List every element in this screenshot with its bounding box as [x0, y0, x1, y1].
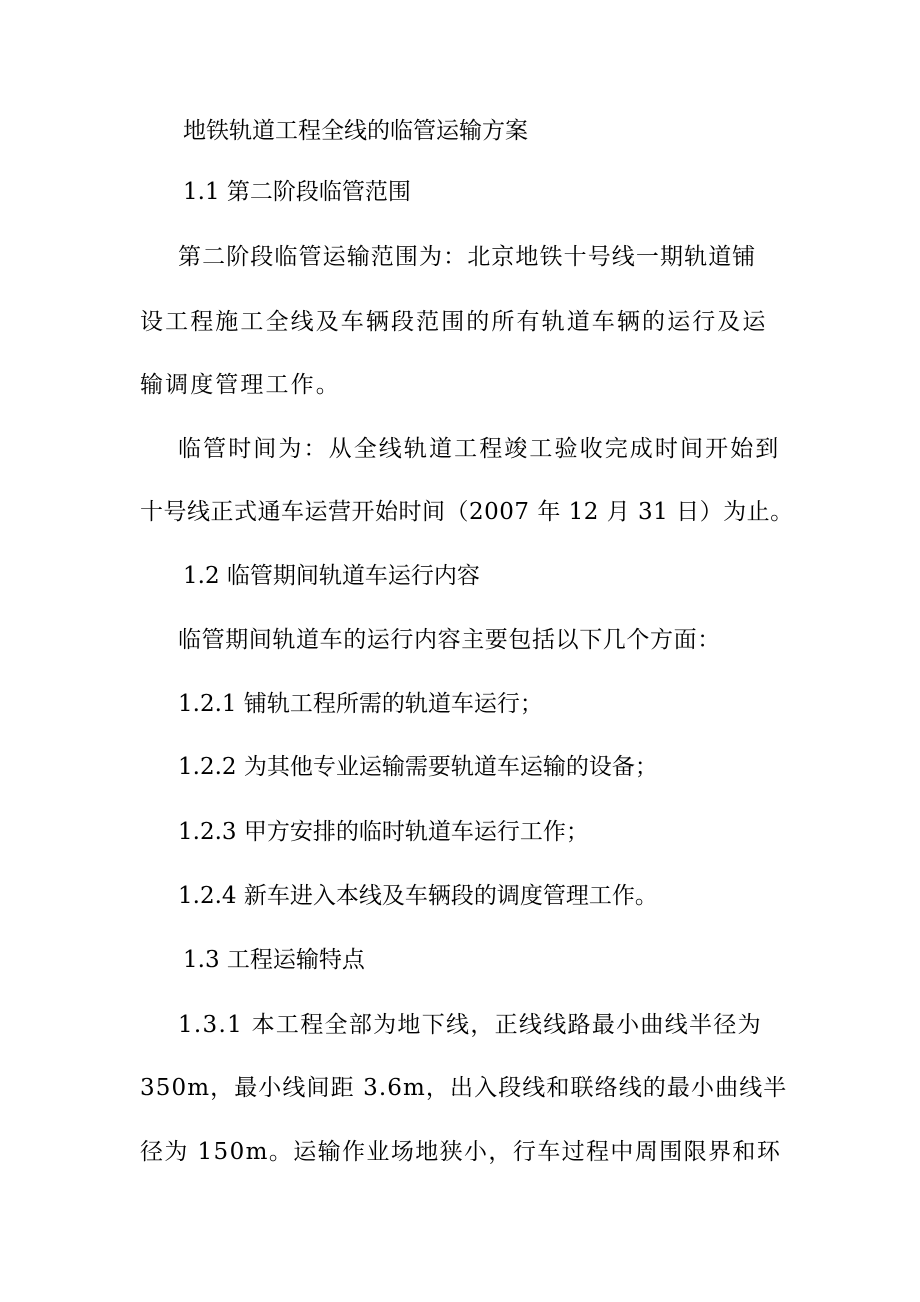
- paragraph-line: 临管时间为：从全线轨道工程竣工验收完成时间开始到: [178, 436, 781, 462]
- list-item: 1.2.4 新车进入本线及车辆段的调度管理工作。: [178, 883, 658, 909]
- document-title: 地铁轨道工程全线的临管运输方案: [183, 118, 528, 144]
- list-item: 1.2.2 为其他专业运输需要轨道车运输的设备；: [178, 754, 658, 780]
- list-item: 1.2.3 甲方安排的临时轨道车运行工作；: [178, 819, 589, 845]
- paragraph-line: 第二阶段临管运输范围为：北京地铁十号线一期轨道铺: [178, 244, 757, 270]
- paragraph-line: 350m，最小线间距 3.6m，出入段线和联络线的最小曲线半: [140, 1075, 788, 1101]
- paragraph-line: 1.3.1 本工程全部为地下线，正线线路最小曲线半径为: [178, 1012, 762, 1038]
- list-item: 1.2.1 铺轨工程所需的轨道车运行；: [178, 691, 543, 717]
- section-heading-1-1: 1.1 第二阶段临管范围: [183, 179, 411, 205]
- paragraph-line: 输调度管理工作。: [140, 372, 341, 398]
- section-heading-1-2: 1.2 临管期间轨道车运行内容: [183, 563, 480, 589]
- paragraph-line: 设工程施工全线及车辆段范围的所有轨道车辆的运行及运: [140, 309, 768, 335]
- section-heading-1-3: 1.3 工程运输特点: [183, 947, 365, 973]
- paragraph-line: 临管期间轨道车的运行内容主要包括以下几个方面：: [178, 627, 721, 653]
- paragraph-line: 十号线正式通车运营开始时间（2007 年 12 月 31 日）为止。: [140, 499, 794, 525]
- paragraph-line: 径为 150m。运输作业场地狭小，行车过程中周围限界和环: [140, 1139, 782, 1165]
